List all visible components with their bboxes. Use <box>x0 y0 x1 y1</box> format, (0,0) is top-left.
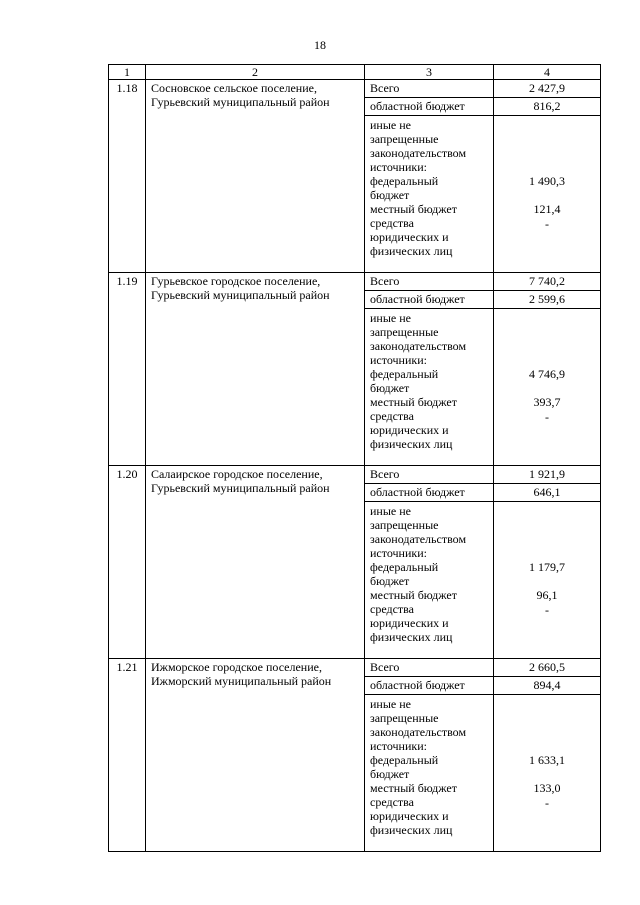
local-budget-label: местный бюджет <box>370 395 457 409</box>
legal-entities-label-line: физических лиц <box>370 437 453 451</box>
other-sources-line: запрещенные <box>370 325 439 339</box>
federal-budget-label-line: федеральный <box>370 753 439 767</box>
other-sources-line: законодательством <box>370 532 467 546</box>
other-sources-line: источники: <box>370 160 427 174</box>
municipality-district-line: Ижморский муниципальный район <box>151 674 332 688</box>
other-sources-line: источники: <box>370 739 427 753</box>
other-sources-label <box>365 695 494 852</box>
legal-entities-label-line: средства <box>370 602 415 616</box>
federal-budget-value: 1 490,3 <box>529 174 565 188</box>
other-sources-label <box>365 502 494 659</box>
municipality-district-line: Гурьевский муниципальный район <box>151 288 330 302</box>
local-budget-label: местный бюджет <box>370 588 457 602</box>
federal-budget-value: 1 633,1 <box>529 753 565 767</box>
municipality-name <box>146 80 365 273</box>
regional-budget-label: областной бюджет <box>365 291 494 309</box>
local-budget-value: 133,0 <box>533 781 561 795</box>
column-header-4: 4 <box>494 65 601 80</box>
regional-budget-value: 894,4 <box>494 677 601 695</box>
municipality-district-line: Гурьевский муниципальный район <box>151 481 330 495</box>
legal-entities-label-line: юридических и <box>370 230 449 244</box>
regional-budget-value: 816,2 <box>494 98 601 116</box>
legal-entities-label-line: юридических и <box>370 616 449 630</box>
municipality-name-line: Гурьевское городское поселение, <box>151 274 321 288</box>
table-row <box>109 659 601 677</box>
municipality-district-line: Гурьевский муниципальный район <box>151 95 330 109</box>
other-sources-line: иные не <box>370 118 411 132</box>
federal-budget-label-line: бюджет <box>370 767 410 781</box>
legal-entities-value: - <box>545 410 549 424</box>
federal-budget-label-line: федеральный <box>370 174 439 188</box>
legal-entities-label-line: средства <box>370 795 415 809</box>
regional-budget-label: областной бюджет <box>365 484 494 502</box>
other-sources-line: законодательством <box>370 725 467 739</box>
other-sources-values <box>494 309 601 466</box>
municipality-name-line: Салаирское городское поселение, <box>151 467 323 481</box>
municipality-name <box>146 466 365 659</box>
regional-budget-value: 646,1 <box>494 484 601 502</box>
values-spacer <box>498 504 596 560</box>
other-sources-label <box>365 116 494 273</box>
legal-entities-label-line: средства <box>370 216 415 230</box>
funding-table <box>108 64 601 852</box>
total-label: Всего <box>365 80 494 98</box>
other-sources-line: иные не <box>370 504 411 518</box>
total-value: 7 740,2 <box>494 273 601 291</box>
legal-entities-label-line: юридических и <box>370 423 449 437</box>
municipality-name-line: Сосновское сельское поселение, <box>151 81 317 95</box>
federal-budget-value: 1 179,7 <box>529 560 565 574</box>
values-spacer <box>498 697 596 753</box>
row-number: 1.20 <box>109 466 146 659</box>
other-sources-line: иные не <box>370 311 411 325</box>
table-row <box>109 466 601 484</box>
municipality-name <box>146 659 365 852</box>
other-sources-label <box>365 309 494 466</box>
row-number: 1.18 <box>109 80 146 273</box>
other-sources-values <box>494 695 601 852</box>
total-label: Всего <box>365 659 494 677</box>
values-spacer <box>498 118 596 174</box>
regional-budget-value: 2 599,6 <box>494 291 601 309</box>
municipality-name <box>146 273 365 466</box>
column-header-2: 2 <box>146 65 365 80</box>
total-value: 2 427,9 <box>494 80 601 98</box>
federal-budget-label-line: бюджет <box>370 188 410 202</box>
other-sources-line: источники: <box>370 546 427 560</box>
local-budget-value: 393,7 <box>533 395 561 409</box>
regional-budget-label: областной бюджет <box>365 677 494 695</box>
other-sources-line: иные не <box>370 697 411 711</box>
total-label: Всего <box>365 466 494 484</box>
other-sources-values <box>494 116 601 273</box>
other-sources-line: источники: <box>370 353 427 367</box>
table-row <box>109 80 601 98</box>
page-number: 18 <box>314 38 326 52</box>
column-header-3: 3 <box>365 65 494 80</box>
other-sources-line: законодательством <box>370 146 467 160</box>
legal-entities-label-line: юридических и <box>370 809 449 823</box>
other-sources-line: законодательством <box>370 339 467 353</box>
legal-entities-label-line: средства <box>370 409 415 423</box>
local-budget-label: местный бюджет <box>370 202 457 216</box>
legal-entities-value: - <box>545 217 549 231</box>
federal-budget-label-line: федеральный <box>370 367 439 381</box>
legal-entities-value: - <box>545 796 549 810</box>
other-sources-line: запрещенные <box>370 132 439 146</box>
other-sources-line: запрещенные <box>370 518 439 532</box>
header-row <box>109 65 601 80</box>
legal-entities-value: - <box>545 603 549 617</box>
federal-budget-label-line: бюджет <box>370 381 410 395</box>
municipality-name-line: Ижморское городское поселение, <box>151 660 322 674</box>
total-value: 2 660,5 <box>494 659 601 677</box>
values-spacer <box>498 311 596 367</box>
federal-budget-label-line: бюджет <box>370 574 410 588</box>
federal-budget-label-line: федеральный <box>370 560 439 574</box>
regional-budget-label: областной бюджет <box>365 98 494 116</box>
total-label: Всего <box>365 273 494 291</box>
legal-entities-label-line: физических лиц <box>370 244 453 258</box>
local-budget-label: местный бюджет <box>370 781 457 795</box>
local-budget-value: 96,1 <box>536 588 558 602</box>
row-number: 1.21 <box>109 659 146 852</box>
federal-budget-value: 4 746,9 <box>529 367 565 381</box>
column-header-1: 1 <box>109 65 146 80</box>
legal-entities-label-line: физических лиц <box>370 630 453 644</box>
row-number: 1.19 <box>109 273 146 466</box>
legal-entities-label-line: физических лиц <box>370 823 453 837</box>
other-sources-values <box>494 502 601 659</box>
other-sources-line: запрещенные <box>370 711 439 725</box>
local-budget-value: 121,4 <box>533 202 561 216</box>
total-value: 1 921,9 <box>494 466 601 484</box>
table-row <box>109 273 601 291</box>
